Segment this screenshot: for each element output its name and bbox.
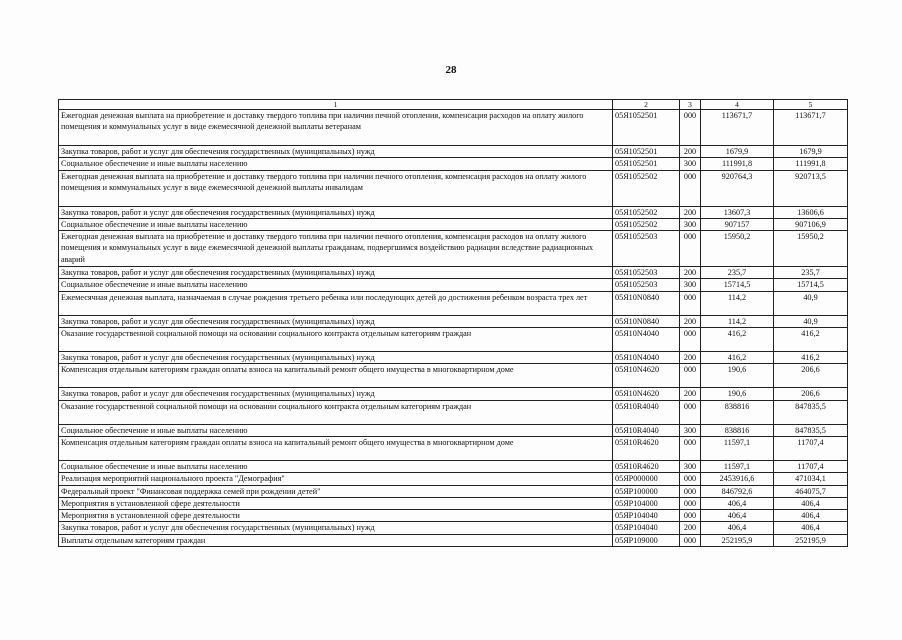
- row-name-cell: Социальное обеспечение и иные выплаты населению: [59, 460, 613, 472]
- row-vr-cell: 000: [680, 497, 701, 509]
- table-row: [59, 158, 848, 170]
- column-header-5: 5: [774, 100, 848, 110]
- row-value-4-cell: 190,6: [701, 364, 774, 388]
- table-row: [59, 267, 848, 279]
- row-vr-cell: 000: [680, 534, 701, 546]
- row-code-cell: 05Я10N0840: [613, 291, 680, 315]
- row-value-5-cell: 464075,7: [774, 485, 848, 497]
- row-vr-cell: 300: [680, 218, 701, 230]
- row-value-5-cell: 11707,4: [774, 460, 848, 472]
- row-code-cell: 05Я10N4040: [613, 328, 680, 352]
- table-row: [59, 497, 848, 509]
- row-vr-cell: 000: [680, 170, 701, 206]
- row-code-cell: 05Я1052501: [613, 110, 680, 146]
- table-row: [59, 364, 848, 388]
- table-row: [59, 315, 848, 327]
- row-value-4-cell: 111991,8: [701, 158, 774, 170]
- table-row: [59, 110, 848, 146]
- table-row: [59, 170, 848, 206]
- row-value-4-cell: 11597,1: [701, 460, 774, 472]
- row-name-cell: Закупка товаров, работ и услуг для обеспечения государственных (муниципальных) нужд: [59, 522, 613, 534]
- row-name-cell: Мероприятия в установленной сфере деятельности: [59, 497, 613, 509]
- row-name-cell: Закупка товаров, работ и услуг для обеспечения государственных (муниципальных) нужд: [59, 352, 613, 364]
- row-name-cell: Социальное обеспечение и иные выплаты населению: [59, 218, 613, 230]
- table-row: [59, 291, 848, 315]
- row-vr-cell: 000: [680, 110, 701, 146]
- table-row: [59, 218, 848, 230]
- row-code-cell: 05Я10R4040: [613, 400, 680, 424]
- row-value-5-cell: 11707,4: [774, 436, 848, 460]
- row-value-4-cell: 907157: [701, 218, 774, 230]
- row-value-4-cell: 1679,9: [701, 146, 774, 158]
- row-value-5-cell: 13606,6: [774, 206, 848, 218]
- row-name-cell: Выплаты отдельным категориям граждан: [59, 534, 613, 546]
- row-value-4-cell: 406,4: [701, 522, 774, 534]
- row-name-cell: Социальное обеспечение и иные выплаты населению: [59, 279, 613, 291]
- column-header-3: 3: [680, 100, 701, 110]
- row-code-cell: 05Я10R4620: [613, 460, 680, 472]
- row-code-cell: 05Я1052501: [613, 146, 680, 158]
- row-code-cell: 05ЯP109000: [613, 534, 680, 546]
- row-vr-cell: 000: [680, 364, 701, 388]
- row-code-cell: 05Я1052503: [613, 231, 680, 267]
- row-name-cell: Закупка товаров, работ и услуг для обеспечения государственных (муниципальных) нужд: [59, 206, 613, 218]
- table-row: [59, 473, 848, 485]
- row-vr-cell: 000: [680, 400, 701, 424]
- row-value-4-cell: 416,2: [701, 328, 774, 352]
- table-row: [59, 206, 848, 218]
- row-vr-cell: 000: [680, 436, 701, 460]
- row-value-4-cell: 406,4: [701, 497, 774, 509]
- table-row: [59, 231, 848, 267]
- row-value-5-cell: 235,7: [774, 267, 848, 279]
- row-value-4-cell: 13607,3: [701, 206, 774, 218]
- row-name-cell: Ежегодная денежная выплата на приобретение и доставку твердого топлива при наличии печной отопления, компенсация расходов на оплату жилого помещения и коммунальных услуг в виде ежемесячной денежной выплаты ветеранам: [59, 110, 613, 146]
- budget-table: [58, 99, 848, 547]
- column-header-4: 4: [701, 100, 774, 110]
- row-value-5-cell: 111991,8: [774, 158, 848, 170]
- row-name-cell: Ежегодная денежная выплата на приобретение и доставку твердого топлива при наличии печного отопления, компенсация расходов на оплату жилого помещения и коммунальных услуг в виде ежемесячной денежной выплаты инвалидам: [59, 170, 613, 206]
- table-row: [59, 485, 848, 497]
- row-value-5-cell: 847835,5: [774, 424, 848, 436]
- table-row: [59, 400, 848, 424]
- row-value-5-cell: 847835,5: [774, 400, 848, 424]
- row-value-4-cell: 11597,1: [701, 436, 774, 460]
- row-value-4-cell: 190,6: [701, 388, 774, 400]
- row-value-5-cell: 252195,9: [774, 534, 848, 546]
- row-value-4-cell: 114,2: [701, 291, 774, 315]
- row-value-4-cell: 406,4: [701, 510, 774, 522]
- row-value-5-cell: 15950,2: [774, 231, 848, 267]
- column-header-1: 1: [59, 100, 613, 110]
- table-row: [59, 510, 848, 522]
- row-name-cell: Закупка товаров, работ и услуг для обеспечения государственных (муниципальных) нужд: [59, 388, 613, 400]
- row-vr-cell: 300: [680, 279, 701, 291]
- row-value-5-cell: 40,9: [774, 291, 848, 315]
- row-code-cell: 05Я10N4620: [613, 364, 680, 388]
- row-vr-cell: 000: [680, 485, 701, 497]
- row-value-5-cell: 416,2: [774, 328, 848, 352]
- row-value-4-cell: 2453916,6: [701, 473, 774, 485]
- row-vr-cell: 300: [680, 460, 701, 472]
- row-vr-cell: 200: [680, 522, 701, 534]
- row-vr-cell: 200: [680, 315, 701, 327]
- table-row: [59, 522, 848, 534]
- row-name-cell: Ежемесячная денежная выплата, назначаемая в случае рождения третьего ребенка или последующих детей до достижения ребенком возраста трех лет: [59, 291, 613, 315]
- row-name-cell: Мероприятия в установленной сфере деятельности: [59, 510, 613, 522]
- table-row: [59, 388, 848, 400]
- column-header-2: 2: [613, 100, 680, 110]
- row-vr-cell: 200: [680, 388, 701, 400]
- row-vr-cell: 200: [680, 267, 701, 279]
- row-code-cell: 05Я1052502: [613, 206, 680, 218]
- row-name-cell: Реализация мероприятий национального проекта "Демография": [59, 473, 613, 485]
- row-value-5-cell: 406,4: [774, 497, 848, 509]
- row-vr-cell: 200: [680, 146, 701, 158]
- table-row: [59, 279, 848, 291]
- row-name-cell: Закупка товаров, работ и услуг для обеспечения государственных (муниципальных) нужд: [59, 267, 613, 279]
- table-row: [59, 328, 848, 352]
- row-name-cell: Компенсация отдельным категориям граждан оплаты взноса на капитальный ремонт общего имущества в многоквартирном доме: [59, 436, 613, 460]
- row-vr-cell: 200: [680, 352, 701, 364]
- row-value-5-cell: 416,2: [774, 352, 848, 364]
- row-vr-cell: 200: [680, 206, 701, 218]
- row-value-5-cell: 206,6: [774, 364, 848, 388]
- row-code-cell: 05ЯP104000: [613, 497, 680, 509]
- row-name-cell: Закупка товаров, работ и услуг для обеспечения государственных (муниципальных) нужд: [59, 146, 613, 158]
- row-value-5-cell: 406,4: [774, 522, 848, 534]
- row-value-4-cell: 846792,6: [701, 485, 774, 497]
- row-value-4-cell: 114,2: [701, 315, 774, 327]
- row-vr-cell: 000: [680, 328, 701, 352]
- row-vr-cell: 000: [680, 473, 701, 485]
- table-header-row: [59, 100, 848, 110]
- row-value-4-cell: 416,2: [701, 352, 774, 364]
- row-code-cell: 05Я1052503: [613, 267, 680, 279]
- row-code-cell: 05Я10N0840: [613, 315, 680, 327]
- row-code-cell: 05Я1052502: [613, 218, 680, 230]
- row-name-cell: Закупка товаров, работ и услуг для обеспечения государственных (муниципальных) нужд: [59, 315, 613, 327]
- row-code-cell: 05Я1052502: [613, 170, 680, 206]
- row-name-cell: Ежегодная денежная выплата на приобретение и доставку твердого топлива при наличии печного отопления, компенсация расходов на оплату жилого помещения и коммунальных услуг в виде ежемесячной денежной выплаты гражданам, подвергшимся воздействию радиации вследствие радиационных аварий: [59, 231, 613, 267]
- table-row: [59, 146, 848, 158]
- table-row: [59, 424, 848, 436]
- row-name-cell: Социальное обеспечение и иные выплаты населению: [59, 158, 613, 170]
- row-code-cell: 05ЯP000000: [613, 473, 680, 485]
- row-name-cell: Компенсация отдельным категориям граждан оплаты взноса на капитальный ремонт общего имущества в многоквартирном доме: [59, 364, 613, 388]
- row-name-cell: Оказание государственной социальной помощи на основании социального контракта отдельным категориям граждан: [59, 328, 613, 352]
- table-row: [59, 460, 848, 472]
- row-code-cell: 05Я1052503: [613, 279, 680, 291]
- page-number: 28: [445, 64, 457, 76]
- row-code-cell: 05Я10R4620: [613, 436, 680, 460]
- row-code-cell: 05ЯP104040: [613, 510, 680, 522]
- row-vr-cell: 000: [680, 231, 701, 267]
- row-code-cell: 05Я1052501: [613, 158, 680, 170]
- row-value-4-cell: 113671,7: [701, 110, 774, 146]
- row-value-4-cell: 15714,5: [701, 279, 774, 291]
- row-value-5-cell: 15714,5: [774, 279, 848, 291]
- row-code-cell: 05ЯP104040: [613, 522, 680, 534]
- row-code-cell: 05Я10N4040: [613, 352, 680, 364]
- table-row: [59, 534, 848, 546]
- row-value-5-cell: 907106,9: [774, 218, 848, 230]
- row-value-5-cell: 113671,7: [774, 110, 848, 146]
- row-name-cell: Оказание государственной социальной помощи на основании социального контракта отдельным категориям граждан: [59, 400, 613, 424]
- row-value-5-cell: 1679,9: [774, 146, 848, 158]
- row-value-5-cell: 206,6: [774, 388, 848, 400]
- row-code-cell: 05Я10N4620: [613, 388, 680, 400]
- row-name-cell: Федеральный проект "Финансовая поддержка семей при рождении детей": [59, 485, 613, 497]
- row-value-5-cell: 406,4: [774, 510, 848, 522]
- row-code-cell: 05ЯP100000: [613, 485, 680, 497]
- row-value-4-cell: 838816: [701, 424, 774, 436]
- row-value-5-cell: 471034,1: [774, 473, 848, 485]
- row-value-4-cell: 838816: [701, 400, 774, 424]
- row-value-5-cell: 40,9: [774, 315, 848, 327]
- row-value-4-cell: 252195,9: [701, 534, 774, 546]
- row-vr-cell: 000: [680, 510, 701, 522]
- table-row: [59, 436, 848, 460]
- row-vr-cell: 000: [680, 291, 701, 315]
- row-value-4-cell: 15950,2: [701, 231, 774, 267]
- row-vr-cell: 300: [680, 424, 701, 436]
- table-row: [59, 352, 848, 364]
- row-value-4-cell: 920764,3: [701, 170, 774, 206]
- row-name-cell: Социальное обеспечение и иные выплаты населению: [59, 424, 613, 436]
- row-value-5-cell: 920713,5: [774, 170, 848, 206]
- row-value-4-cell: 235,7: [701, 267, 774, 279]
- row-code-cell: 05Я10R4040: [613, 424, 680, 436]
- row-vr-cell: 300: [680, 158, 701, 170]
